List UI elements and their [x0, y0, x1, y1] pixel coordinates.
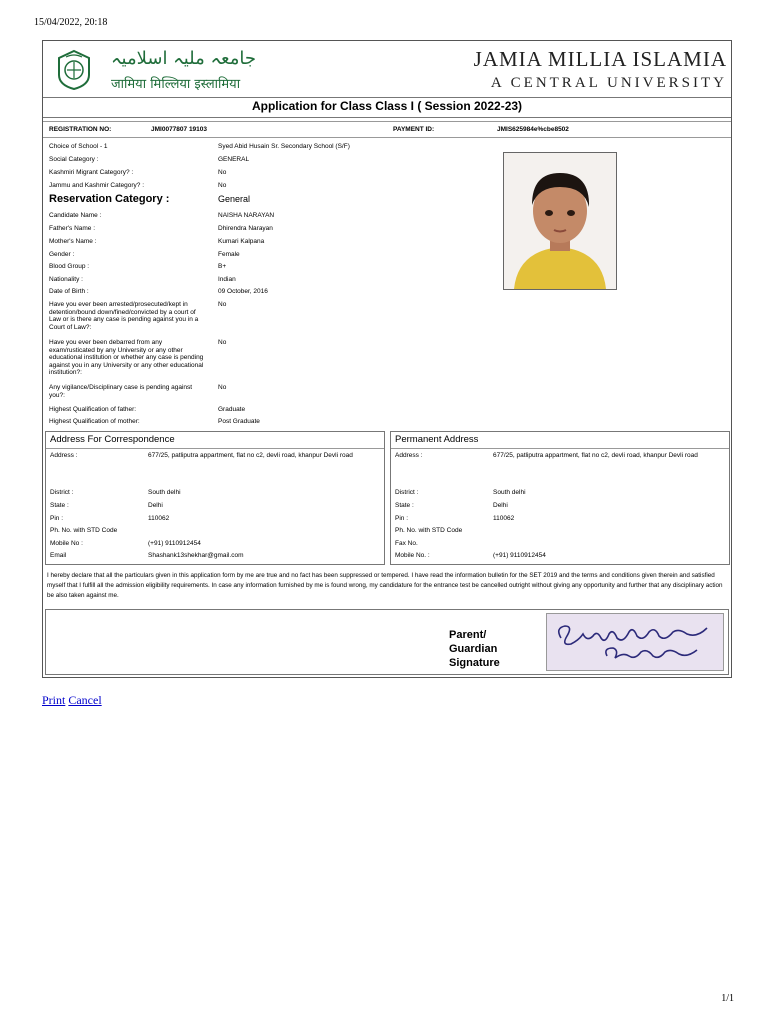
- university-header: [43, 41, 731, 98]
- signature-label: Parent/ Guardian Signature: [449, 629, 500, 669]
- permanent-address-title: Permanent Address: [391, 432, 729, 449]
- cancel-link[interactable]: Cancel: [68, 693, 102, 707]
- university-emblem-icon: [55, 49, 93, 91]
- page-number: 1/1: [721, 993, 734, 1004]
- correspondence-address-title: Address For Correspondence: [46, 432, 384, 449]
- urdu-university-name: جامعہ ملیہ اسلامیہ: [111, 48, 256, 69]
- payment-id: JMIS625984e%cbe8502: [497, 126, 569, 133]
- signature-box: [45, 609, 729, 675]
- university-name: JAMIA MILLIA ISLAMIA: [473, 47, 727, 71]
- correspondence-address-box: Address For Correspondence Address : 677/25, patliputra appartment, flat no c2, devli road, khanpur Devli road District : South delhi State : Delhi Pin : 110062 Ph. No. with STD Code Mobile No : (+91) 9110912454 Email Shashank13shekhar@gmail.com: [45, 431, 385, 565]
- registration-label: REGISTRATION NO:: [49, 126, 112, 133]
- hindi-university-name: जामिया मिल्लिया इस्लामिया: [111, 77, 241, 92]
- handwritten-signature-icon: [547, 614, 723, 670]
- guardian-signature-image: [546, 613, 724, 671]
- child-portrait-icon: [504, 153, 616, 289]
- payment-label: PAYMENT ID:: [393, 126, 435, 133]
- permanent-address-box: Permanent Address Address : 677/25, patliputra appartment, flat no c2, devli road, khanpur Devli road District : South delhi State : Delhi Pin : 110062 Ph. No. with STD Code Fax No. Mobile No. : (+91) 9110912454: [390, 431, 730, 565]
- candidate-photo: [503, 152, 617, 290]
- application-form: جامعہ ملیہ اسلامیہ जामिया मिल्लिया इस्लामिया JAMIA MILLIA ISLAMIA A CENTRAL UNIVERSITY Application for Class Class I ( Session 2022-23) REGISTRATION NO: JMI0077807 19103 PAYMENT ID: JMIS625984e%cbe8502 Choice of School - 1 Syed Abid Husain Sr. Secondary School (S/F) Social Category : GENERAL Kashmiri Migrant Category? : No Jammu and Kashmir Category? : No Reservation Category : General Candidate Name : NAISHA NARAYAN Father's Name : Dhirendra Narayan Mother's Name : Kumari Kalpana Gender : Female Blood Group : B+ Nationality : Indian Date of Birth : 09 October, 2016 Have you ever been arrested/prosecuted/kept in detention/bound down/fined/convicted by a court of Law or is there any case is pending against you in a Court of Law?: No Have you ever been debarred from any exam/rusticated by any University or any other educational institution or whether any case is pending against you in any University or any other educational institution?: No Any vigilance/Disciplinary case is pending against you?: No Highest Qualification of father: Graduate Highest Qualification of mother: Post Graduate Address For Correspondence Address : 677/25, patliputra appartment, flat no c2, devli road, khanpur Devli road District : South delhi State : Delhi Pin : 110062 Ph. No. with STD Code Mobile No : (+91) 9110912454 Email Shashank13shekhar@gmail.com Permanent Address Address : 677/25, patliputra appartment, flat no c2, devli road, khanpur Devli road District : South delhi State : Delhi Pin : 110062 Ph. No. with STD Code Fax No. Mobile No. : (+91) 9110912454 I hereby declare that all the particulars given in this application form by me are true and no fact has been suppressed or tempered. I have read the information bulletin for the SET 2019 and the terms and conditions given therein and satisfied myself that I fulfill all the admission eligibility requirements. In case any information furnished by me is found wrong, my candidature for the entrance test be cancelled outright without giving any opportunity and further that any disciplinary action be also taken against me. Parent/ Guardian Signature: [42, 40, 732, 678]
- registration-row: [43, 121, 731, 138]
- declaration-text: I hereby declare that all the particulars given in this application form by me are true and no fact has been suppressed or tempered. I have read the information bulletin for the SET 2019 and the terms and conditions given therein and satisfied myself that I fulfill all the admission eligibility requirements. In case any information furnished by me is found wrong, my candidature for the entrance test be cancelled outright without giving any opportunity and further that any disciplinary action be also taken against me.: [47, 572, 723, 599]
- print-timestamp: 15/04/2022, 20:18: [34, 17, 108, 28]
- action-links: [42, 693, 102, 708]
- university-subtitle: A CENTRAL UNIVERSITY: [490, 75, 727, 91]
- print-link[interactable]: Print: [42, 693, 66, 707]
- form-title: Application for Class Class I ( Session 2022-23): [43, 97, 731, 118]
- registration-number: JMI0077807 19103: [151, 126, 208, 133]
